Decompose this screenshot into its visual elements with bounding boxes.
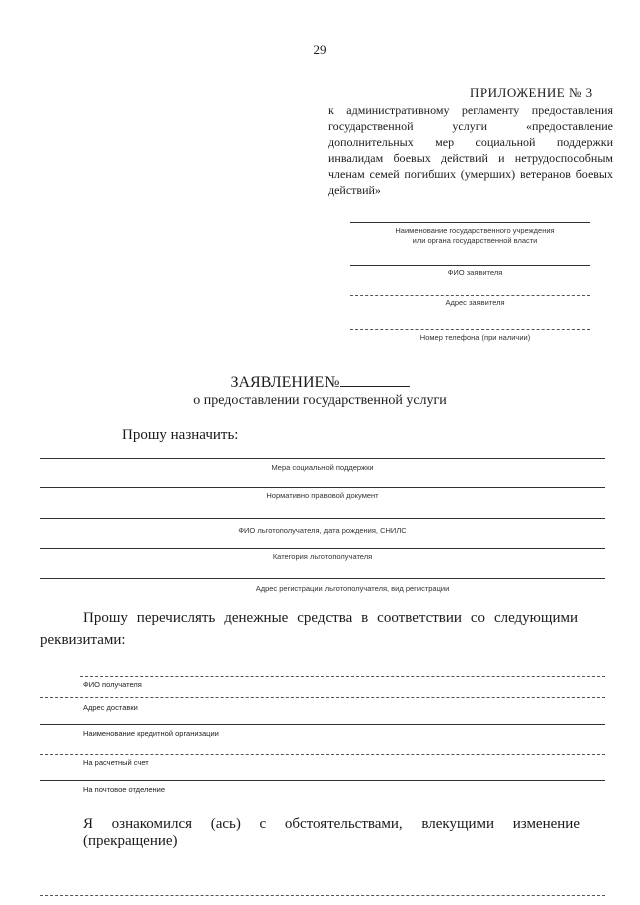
statement-title-text: ЗАЯВЛЕНИЕ№ (230, 374, 340, 391)
appendix-title: ПРИЛОЖЕНИЕ № 3 (470, 85, 593, 100)
post-office-field-line[interactable] (40, 780, 605, 781)
beneficiary-caption: ФИО льготополучателя, дата рождения, СНИЛС (238, 526, 407, 535)
registration-address-caption: Адрес регистрации льготополучателя, вид регистрации (255, 584, 450, 593)
appendix-body: к административному регламенту предоставления государственной услуги «предоставление дополнительных мер социальной поддержки инвалидам боевых действий и нетрудоспособным членам семей погибших (умерших) ветеранов боевых действий» (328, 103, 613, 197)
applicant-name-caption: ФИО заявителя (447, 268, 503, 277)
institution-field-line[interactable] (350, 222, 590, 223)
legal-document-caption: Нормативно правовой документ (266, 491, 379, 500)
account-field-line[interactable] (40, 754, 605, 755)
beneficiary-category-caption: Категория льготополучателя (272, 552, 373, 561)
institution-field-caption: Наименование государственного учреждения или органа государственной власти (395, 226, 555, 245)
statement-title (0, 372, 640, 392)
support-measure-caption: Мера социальной поддержки (271, 463, 374, 472)
bottom-field-line[interactable] (40, 895, 605, 896)
statement-subtitle: о предоставлении государственной услуги (193, 393, 447, 408)
phone-field-line[interactable] (350, 329, 590, 330)
beneficiary-field-line[interactable] (40, 518, 605, 519)
bank-name-caption: Наименование кредитной организации (83, 729, 219, 738)
phone-caption: Номер телефона (при наличии) (419, 333, 531, 342)
post-office-caption: На почтовое отделение (83, 785, 166, 794)
bank-name-field-line[interactable] (40, 724, 605, 725)
request-transfer-line2: реквизитами: (40, 632, 126, 648)
account-caption: На расчетный счет (83, 758, 149, 767)
request-transfer-line1: Прошу перечислять денежные средства в соответствии со следующими (83, 610, 578, 626)
legal-document-field-line[interactable] (40, 487, 605, 488)
delivery-address-caption: Адрес доставки (83, 703, 138, 712)
delivery-address-field-line[interactable] (40, 697, 605, 698)
request-assign-label: Прошу назначить: (122, 427, 239, 443)
support-measure-field-line[interactable] (40, 458, 605, 459)
beneficiary-category-field-line[interactable] (40, 548, 605, 549)
page-number: 29 (313, 42, 327, 57)
applicant-address-field-line[interactable] (350, 295, 590, 296)
applicant-name-field-line[interactable] (350, 265, 590, 266)
recipient-name-field-line[interactable] (80, 676, 605, 677)
statement-number-field[interactable] (340, 372, 410, 387)
applicant-address-caption: Адрес заявителя (445, 298, 505, 307)
registration-address-field-line[interactable] (40, 578, 605, 579)
acknowledgement-text: Я ознакомился (ась) с обстоятельствами, влекущими изменение (прекращение) (83, 816, 580, 849)
recipient-name-caption: ФИО получателя (83, 680, 142, 689)
